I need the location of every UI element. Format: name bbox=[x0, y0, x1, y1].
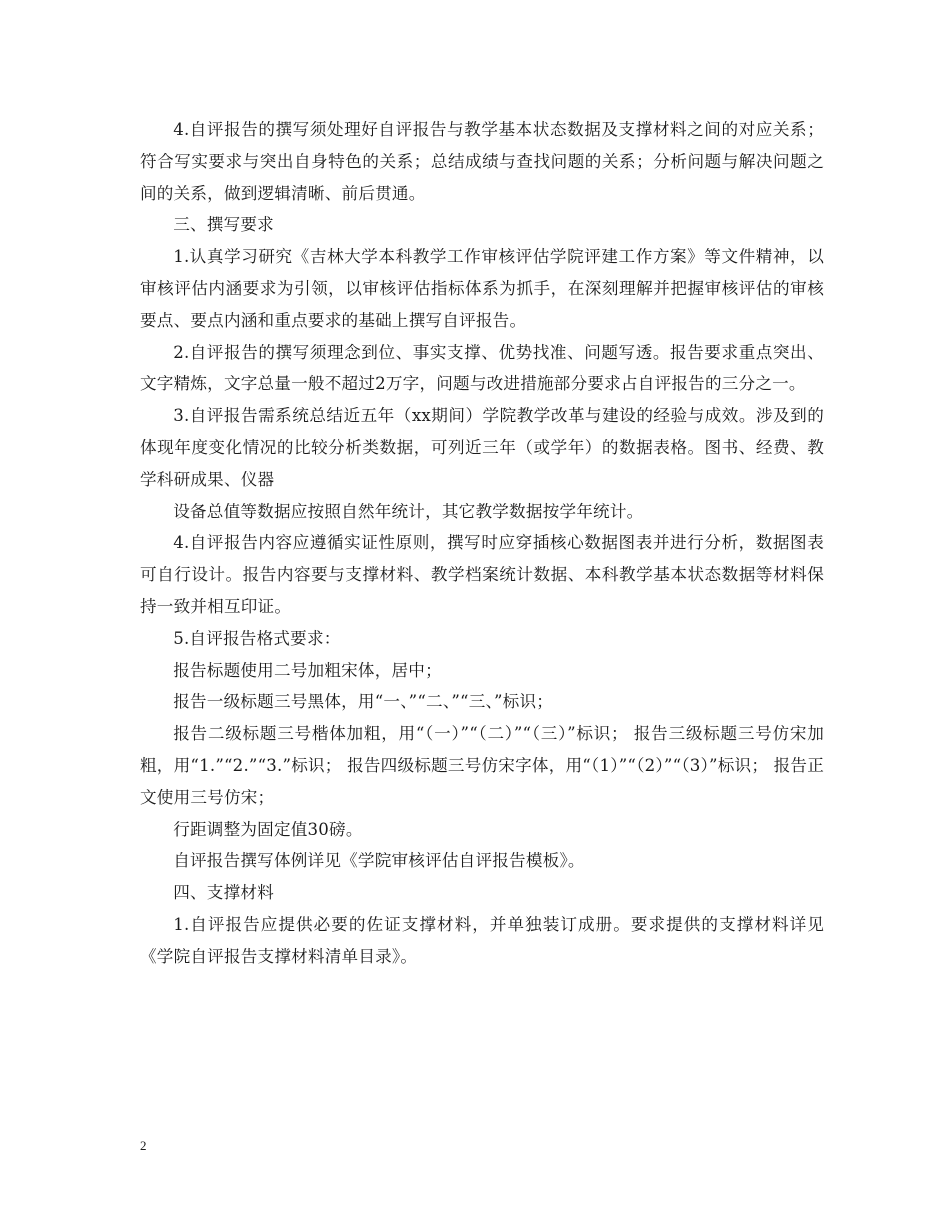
paragraph-relations: 4.自评报告的撰写须处理好自评报告与教学基本状态数据及支撑材料之间的对应关系；符合写实要求与突出自身特色的关系；总结成绩与查找问题的关系；分析问题与解决问题之间的关系，做到逻辑清晰、前后贯通。 bbox=[140, 120, 824, 203]
paragraph-supporting-materials: 1.自评报告应提供必要的佐证支撑材料，并单独装订成册。要求提供的支撑材料详见《学院自评报告支撑材料清单目录》。 bbox=[140, 914, 824, 966]
paragraph-heading-levels: 报告二级标题三号楷体加粗，用“（一）”“（二）”“（三）”标识； 报告三级标题三号仿宋加粗，用“1.”“2.”“3.”标识； 报告四级标题三号仿宋字体，用“（1）”“（2）”“（3）”标识； 报告正文使用三号仿宋； bbox=[140, 724, 824, 807]
paragraph-line-spacing: 行距调整为固定值30磅。 bbox=[173, 819, 363, 839]
paragraph-writing-principles: 2.自评报告的撰写须理念到位、事实支撑、优势找准、问题写透。报告要求重点突出、文字精炼，文字总量一般不超过2万字，问题与改进措施部分要求占自评报告的三分之一。 bbox=[140, 342, 824, 394]
paragraph-statistics-basis: 设备总值等数据应按照自然年统计，其它教学数据按学年统计。 bbox=[173, 501, 644, 521]
paragraph-level-one-heading: 报告一级标题三号黑体，用“一、”“二、”“三、”标识； bbox=[173, 692, 554, 712]
section-heading-writing-requirements: 三、撰写要求 bbox=[173, 215, 274, 235]
paragraph-five-year-summary: 3.自评报告需系统总结近五年（xx期间）学院教学改革与建设的经验与成效。涉及到的体现年度变化情况的比较分析类数据，可列近三年（或学年）的数据表格。图书、经费、教学科研成果、仪器 bbox=[140, 406, 824, 489]
paragraph-evidence-principle: 4.自评报告内容应遵循实证性原则，撰写时应穿插核心数据图表并进行分析，数据图表可自行设计。报告内容要与支撑材料、教学档案统计数据、本科教学基本状态数据等材料保持一致并相互印证。 bbox=[140, 533, 824, 616]
page-number: 2 bbox=[140, 1138, 147, 1153]
paragraph-study-documents: 1.认真学习研究《吉林大学本科教学工作审核评估学院评建工作方案》等文件精神，以审核评估内涵要求为引领，以审核评估指标体系为抓手，在深刻理解并把握审核评估的审核要点、要点内涵和重点要求的基础上撰写自评报告。 bbox=[140, 247, 824, 330]
document-body bbox=[140, 114, 824, 973]
paragraph-title-format: 报告标题使用二号加粗宋体，居中； bbox=[173, 660, 442, 680]
section-heading-supporting-materials: 四、支撑材料 bbox=[173, 883, 274, 903]
paragraph-format-requirements: 5.自评报告格式要求： bbox=[173, 628, 341, 648]
paragraph-template-reference: 自评报告撰写体例详见《学院审核评估自评报告模板》。 bbox=[173, 851, 585, 871]
